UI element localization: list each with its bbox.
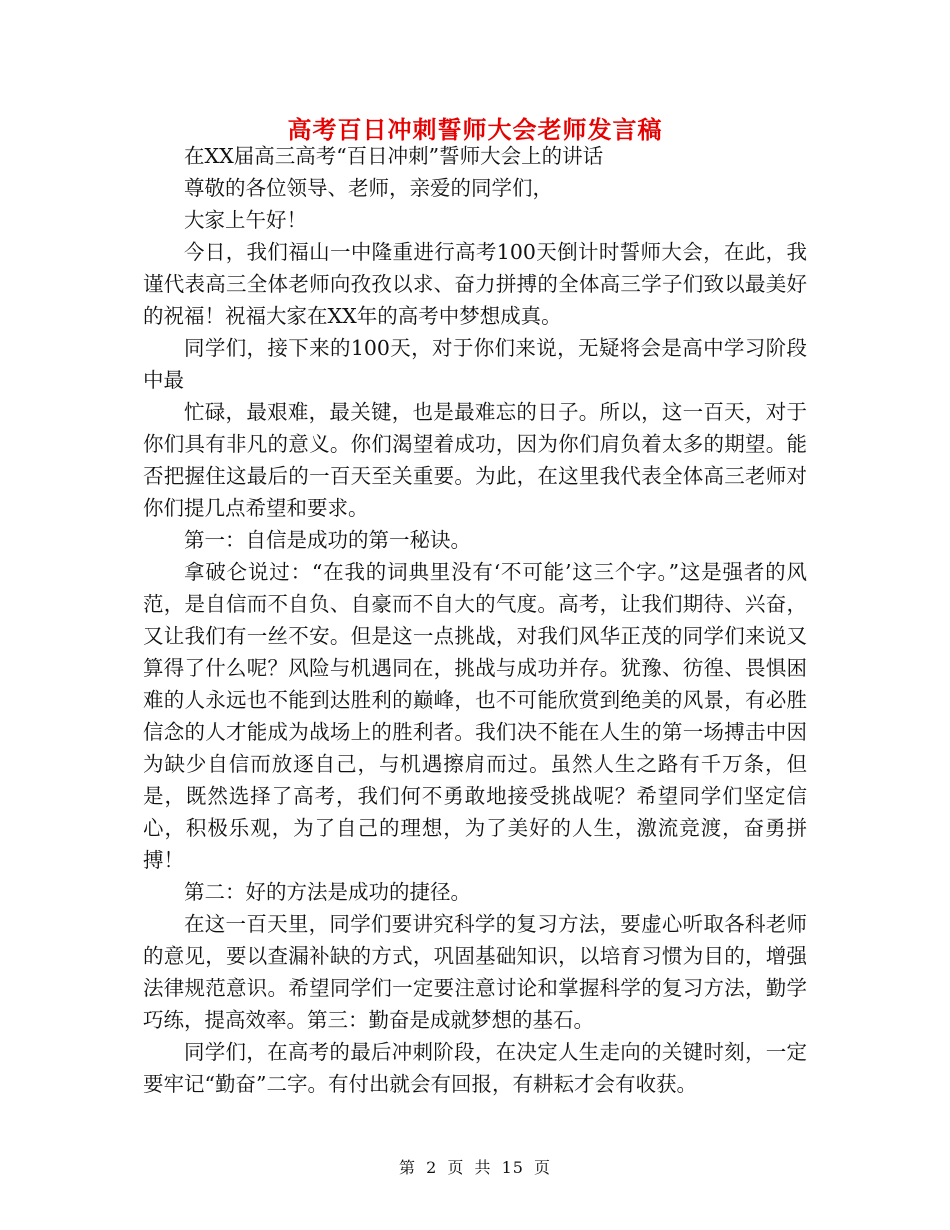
footer-total-pages: 15 [501, 1158, 524, 1177]
page-footer [0, 1155, 950, 1178]
footer-label-page-unit: 页 [447, 1158, 465, 1177]
footer-label-page: 第 [398, 1158, 416, 1177]
footer-label-total: 共 [474, 1158, 492, 1177]
paragraph: 第一：自信是成功的第一秘诀。 [184, 528, 471, 552]
paragraph: 第二：好的方法是成功的捷径。 [184, 880, 471, 904]
paragraph: 同学们，接下来的100天，对于你们来说，无疑将会是高中学习阶段中最 [143, 336, 807, 392]
footer-current-page: 2 [426, 1158, 438, 1177]
paragraph: 今日，我们福山一中隆重进行高考100天倒计时誓师大会，在此，我谨代表高三全体老师向孜孜以求、奋力拼搏的全体高三学子们致以最美好的祝福！祝福大家在XX年的高考中梦想成真。 [143, 240, 807, 328]
paragraph: 大家上午好！ [184, 208, 307, 232]
footer-label-total-unit: 页 [534, 1158, 552, 1177]
paragraph: 拿破仑说过：“在我的词典里没有‘不可能’这三个字。”这是强者的风范，是自信而不自负、自豪而不自大的气度。高考，让我们期待、兴奋，又让我们有一丝不安。但是这一点挑战，对我们风华正茂的同学们来说又算得了什么呢？风险与机遇同在，挑战与成功并存。犹豫、彷徨、畏惧困难的人永远也不能到达胜利的巅峰，也不可能欣赏到绝美的风景，有必胜信念的人才能成为战场上的胜利者。我们决不能在人生的第一场搏击中因为缺少自信而放逐自己，与机遇擦肩而过。虽然人生之路有千万条，但是，既然选择了高考，我们何不勇敢地接受挑战呢？希望同学们坚定信心，积极乐观，为了自己的理想，为了美好的人生，激流竞渡，奋勇拼搏！ [143, 560, 807, 872]
paragraph: 忙碌，最艰难，最关键，也是最难忘的日子。所以，这一百天，对于你们具有非凡的意义。你们渴望着成功，因为你们肩负着太多的期望。能否把握住这最后的一百天至关重要。为此，在这里我代表全体高三老师对你们提几点希望和要求。 [143, 400, 807, 520]
paragraph: 同学们，在高考的最后冲刺阶段，在决定人生走向的关键时刻，一定要牢记“勤奋”二字。有付出就会有回报，有耕耘才会有收获。 [143, 1040, 807, 1096]
paragraph: 在这一百天里，同学们要讲究科学的复习方法，要虚心听取各科老师的意见，要以查漏补缺的方式，巩固基础知识，以培育习惯为目的，增强法律规范意识。希望同学们一定要注意讨论和掌握科学的复习方法，勤学巧练，提高效率。第三：勤奋是成就梦想的基石。 [143, 912, 807, 1032]
document-body [143, 140, 807, 1100]
document-title: 高考百日冲刺誓师大会老师发言稿 [287, 115, 663, 144]
paragraph: 在XX届高三高考“百日冲刺”誓师大会上的讲话 [184, 144, 604, 168]
paragraph: 尊敬的各位领导、老师，亲爱的同学们， [184, 176, 553, 200]
